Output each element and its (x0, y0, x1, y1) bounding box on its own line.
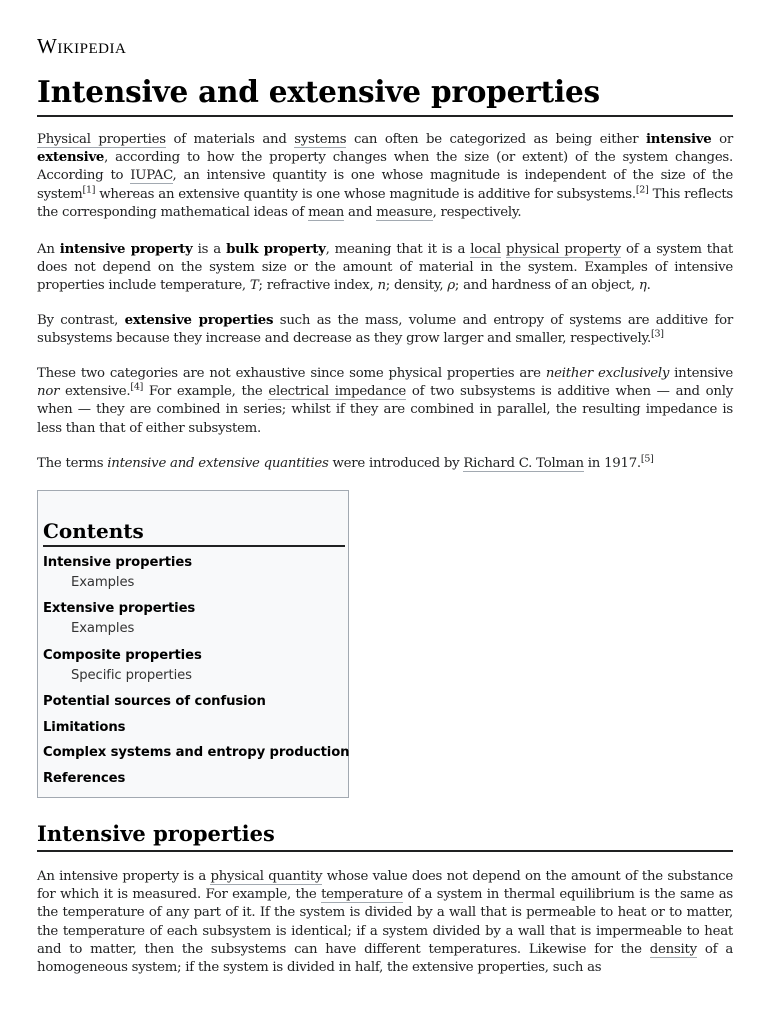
text-run: and (344, 204, 377, 220)
toc-item-potential-sources-of-confusion[interactable]: Potential sources of confusion (43, 694, 266, 709)
italic-text: neither exclusively (545, 366, 670, 381)
text-run: These two categories are not exhaustive since some physical properties are (37, 366, 546, 381)
text-run: ; refractive index, (258, 278, 378, 294)
italic-text: η (638, 278, 647, 294)
intro-paragraph-1 (37, 131, 733, 222)
toc-item-extensive-examples[interactable]: Examples (71, 621, 135, 636)
text-run: An intensive property is a (37, 869, 211, 884)
toc-item-references[interactable]: References (43, 771, 126, 786)
bold-term: extensive properties (124, 313, 274, 328)
text-run: of two subsystems is additive when — and only when — they are combined in series; whilst if they are combined in parallel, the resulting impedance is less than that of either subsystem. (37, 384, 733, 436)
intro-paragraph-5 (37, 455, 733, 473)
section-paragraph-1 (37, 868, 733, 977)
italic-text: n (377, 278, 386, 294)
text-run: whereas an extensive quantity is one whose magnitude is additive for subsystems. (95, 186, 636, 202)
text-run: . (646, 278, 651, 294)
text-run: of a system that does not depend on the system size or the amount of material in the system. Examples of intensive properties include temperature, (37, 242, 733, 294)
toc-item-complex-systems[interactable]: Complex systems and entropy production (43, 745, 350, 760)
bold-term: extensive (37, 150, 105, 166)
text-run: or (711, 132, 733, 147)
text-run: whose value does not depend on the amount of the substance for which it is measured. For example, the (37, 869, 733, 903)
text-run: ; and hardness of an object, (454, 278, 639, 294)
text-run: such as the mass, volume and entropy of systems are additive for subsystems because they increase and decrease as they grow larger and smaller, respectively. (37, 313, 733, 347)
inline-link[interactable]: density (649, 941, 697, 957)
toc-item-intensive-examples[interactable]: Examples (71, 575, 135, 590)
table-of-contents (37, 490, 349, 798)
inline-link[interactable]: IUPAC (130, 168, 173, 184)
wikipedia-wordmark[interactable] (37, 34, 126, 59)
citation-ref[interactable]: [1] (82, 184, 96, 196)
italic-text: intensive and extensive quantities (107, 456, 329, 471)
inline-link[interactable]: mean (308, 204, 345, 220)
inline-link[interactable]: Richard C. Tolman (463, 456, 584, 471)
italic-text: T (249, 278, 259, 294)
page-title: Intensive and extensive properties (37, 70, 733, 117)
text-run: is a (192, 242, 227, 257)
toc-item-intensive-properties[interactable]: Intensive properties (43, 555, 192, 570)
bold-term: intensive property (59, 242, 193, 257)
text-run: , an intensive quantity is one whose magnitude is independent of the size of the system (37, 168, 733, 202)
italic-text: ρ (447, 278, 455, 294)
text-run: extensive. (59, 384, 131, 400)
text-run: ; density, (385, 278, 448, 294)
inline-link[interactable]: electrical impedance (268, 384, 407, 400)
intro-paragraph-2 (37, 241, 733, 296)
text-run: , respectively. (432, 204, 522, 220)
text-run: By contrast, (37, 313, 125, 328)
inline-link[interactable]: temperature (321, 887, 403, 903)
citation-ref[interactable]: [5] (640, 453, 654, 465)
text-run: of a homogeneous system; if the system is divided in half, the extensive properties, such as (37, 941, 733, 976)
inline-link[interactable]: local (470, 242, 501, 257)
text-run: An (37, 242, 60, 257)
toc-item-specific-properties[interactable]: Specific properties (71, 668, 192, 683)
inline-link[interactable]: measure (376, 204, 433, 220)
toc-title: Contents (43, 517, 345, 547)
text-run: can often be categorized as being either (346, 132, 646, 147)
inline-link[interactable]: Physical properties (37, 132, 166, 147)
text-run: This reflects the corresponding mathematical ideas of (37, 186, 733, 220)
text-run: The terms (37, 456, 108, 471)
wordmark-text: Wikipedia (37, 34, 127, 58)
text-run: were introduced by (328, 456, 464, 471)
inline-link[interactable]: systems (294, 132, 347, 147)
text-run: , according to how the property changes when the size (or extent) of the system changes. According to (37, 150, 733, 184)
toc-item-extensive-properties[interactable]: Extensive properties (43, 601, 196, 616)
toc-item-composite-properties[interactable]: Composite properties (43, 648, 202, 663)
toc-item-limitations[interactable]: Limitations (43, 720, 126, 735)
citation-ref[interactable]: [3] (651, 328, 664, 340)
text-run: of materials and (165, 132, 295, 147)
citation-ref[interactable]: [4] (130, 381, 144, 393)
intro-paragraph-3 (37, 312, 733, 348)
text-run: intensive (669, 366, 733, 381)
text-run: in 1917. (583, 456, 641, 471)
section-heading-intensive-properties: Intensive properties (37, 818, 733, 852)
text-run: For example, the (143, 384, 269, 400)
inline-link[interactable]: physical property (505, 242, 621, 257)
bold-term: intensive (646, 132, 712, 147)
text-run: of a system in thermal equilibrium is the same as the temperature of any part of it. If the system is divided by a wall that is permeable to heat or to matter, the temperature of each subsystem is identical; if a system divided by a wall that is impermeable to heat and to matter, then the subsystems can have different temperatures. Likewise for the (37, 887, 734, 957)
italic-text: nor (37, 384, 60, 400)
intro-paragraph-4 (37, 365, 733, 438)
inline-link[interactable]: physical quantity (210, 869, 323, 884)
text-run: , meaning that it is a (325, 242, 471, 257)
bold-term: bulk property (226, 242, 326, 257)
citation-ref[interactable]: [2] (635, 184, 649, 196)
